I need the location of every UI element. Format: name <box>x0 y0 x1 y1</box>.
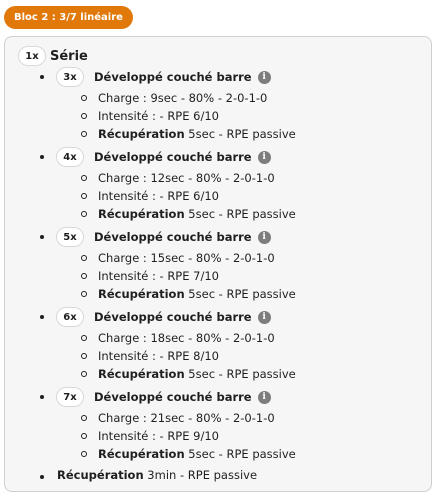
recuperation-line <box>98 205 296 223</box>
recup-label: Récupération <box>98 207 185 221</box>
charge-line: Charge : 12sec - 80% - 2-0-1-0 <box>98 171 275 185</box>
serie-header <box>18 45 88 67</box>
charge-line: Charge : 9sec - 80% - 2-0-1-0 <box>98 91 268 105</box>
list-bullet <box>40 235 44 239</box>
list-sub-bullet <box>81 175 87 181</box>
list-sub-bullet <box>81 193 87 199</box>
info-icon[interactable]: i <box>258 311 271 324</box>
recup-label: Récupération <box>98 287 185 301</box>
info-icon[interactable]: i <box>258 71 271 84</box>
exercise-multiplier: 6x <box>56 307 84 327</box>
list-sub-bullet <box>81 131 87 137</box>
list-sub-bullet <box>81 291 87 297</box>
list-bullet <box>40 315 44 319</box>
list-sub-bullet <box>81 113 87 119</box>
recup-label: Récupération <box>98 127 185 141</box>
intensite-line: Intensité : - RPE 6/10 <box>98 109 219 123</box>
recup-value: 5sec - RPE passive <box>184 207 296 221</box>
bloc-badge[interactable]: Bloc 2 : 3/7 linéaire <box>4 6 133 29</box>
info-icon[interactable]: i <box>258 391 271 404</box>
exercise-name: Développé couché barre <box>94 150 252 164</box>
list-sub-bullet <box>81 371 87 377</box>
list-sub-bullet <box>81 353 87 359</box>
recuperation-line <box>98 285 296 303</box>
recup-value: 5sec - RPE passive <box>184 127 296 141</box>
list-sub-bullet <box>81 451 87 457</box>
exercise-row <box>56 307 271 327</box>
serie-panel <box>4 36 432 492</box>
charge-line: Charge : 21sec - 80% - 2-0-1-0 <box>98 411 275 425</box>
recup-label: Récupération <box>98 447 185 461</box>
exercise-row <box>56 387 271 407</box>
serie-title: Série <box>50 48 88 64</box>
intensite-line: Intensité : - RPE 9/10 <box>98 429 219 443</box>
recup-label: Récupération <box>98 367 185 381</box>
intensite-line: Intensité : - RPE 8/10 <box>98 349 219 363</box>
exercise-row <box>56 67 271 87</box>
list-sub-bullet <box>81 335 87 341</box>
exercise-multiplier: 3x <box>56 67 84 87</box>
list-bullet <box>40 75 44 79</box>
list-sub-bullet <box>81 211 87 217</box>
final-recup-value: 3min - RPE passive <box>143 468 258 482</box>
info-icon[interactable]: i <box>258 151 271 164</box>
recup-value: 5sec - RPE passive <box>184 367 296 381</box>
recuperation-line <box>98 125 296 143</box>
recuperation-line <box>98 365 296 383</box>
exercise-name: Développé couché barre <box>94 390 252 404</box>
recup-value: 5sec - RPE passive <box>184 287 296 301</box>
list-sub-bullet <box>81 273 87 279</box>
exercise-row <box>56 147 271 167</box>
list-bullet <box>40 475 44 479</box>
recuperation-line <box>98 445 296 463</box>
exercise-multiplier: 5x <box>56 227 84 247</box>
charge-line: Charge : 18sec - 80% - 2-0-1-0 <box>98 331 275 345</box>
list-sub-bullet <box>81 415 87 421</box>
info-icon[interactable]: i <box>258 231 271 244</box>
list-bullet <box>40 395 44 399</box>
list-sub-bullet <box>81 255 87 261</box>
final-recuperation <box>57 466 257 484</box>
serie-multiplier: 1x <box>18 46 46 66</box>
recup-value: 5sec - RPE passive <box>184 447 296 461</box>
exercise-name: Développé couché barre <box>94 310 252 324</box>
list-sub-bullet <box>81 433 87 439</box>
charge-line: Charge : 15sec - 80% - 2-0-1-0 <box>98 251 275 265</box>
intensite-line: Intensité : - RPE 7/10 <box>98 269 219 283</box>
exercise-multiplier: 4x <box>56 147 84 167</box>
final-recup-label: Récupération <box>57 468 144 482</box>
list-bullet <box>40 155 44 159</box>
exercise-name: Développé couché barre <box>94 70 252 84</box>
exercise-name: Développé couché barre <box>94 230 252 244</box>
exercise-multiplier: 7x <box>56 387 84 407</box>
intensite-line: Intensité : - RPE 6/10 <box>98 189 219 203</box>
list-sub-bullet <box>81 95 87 101</box>
exercise-row <box>56 227 271 247</box>
